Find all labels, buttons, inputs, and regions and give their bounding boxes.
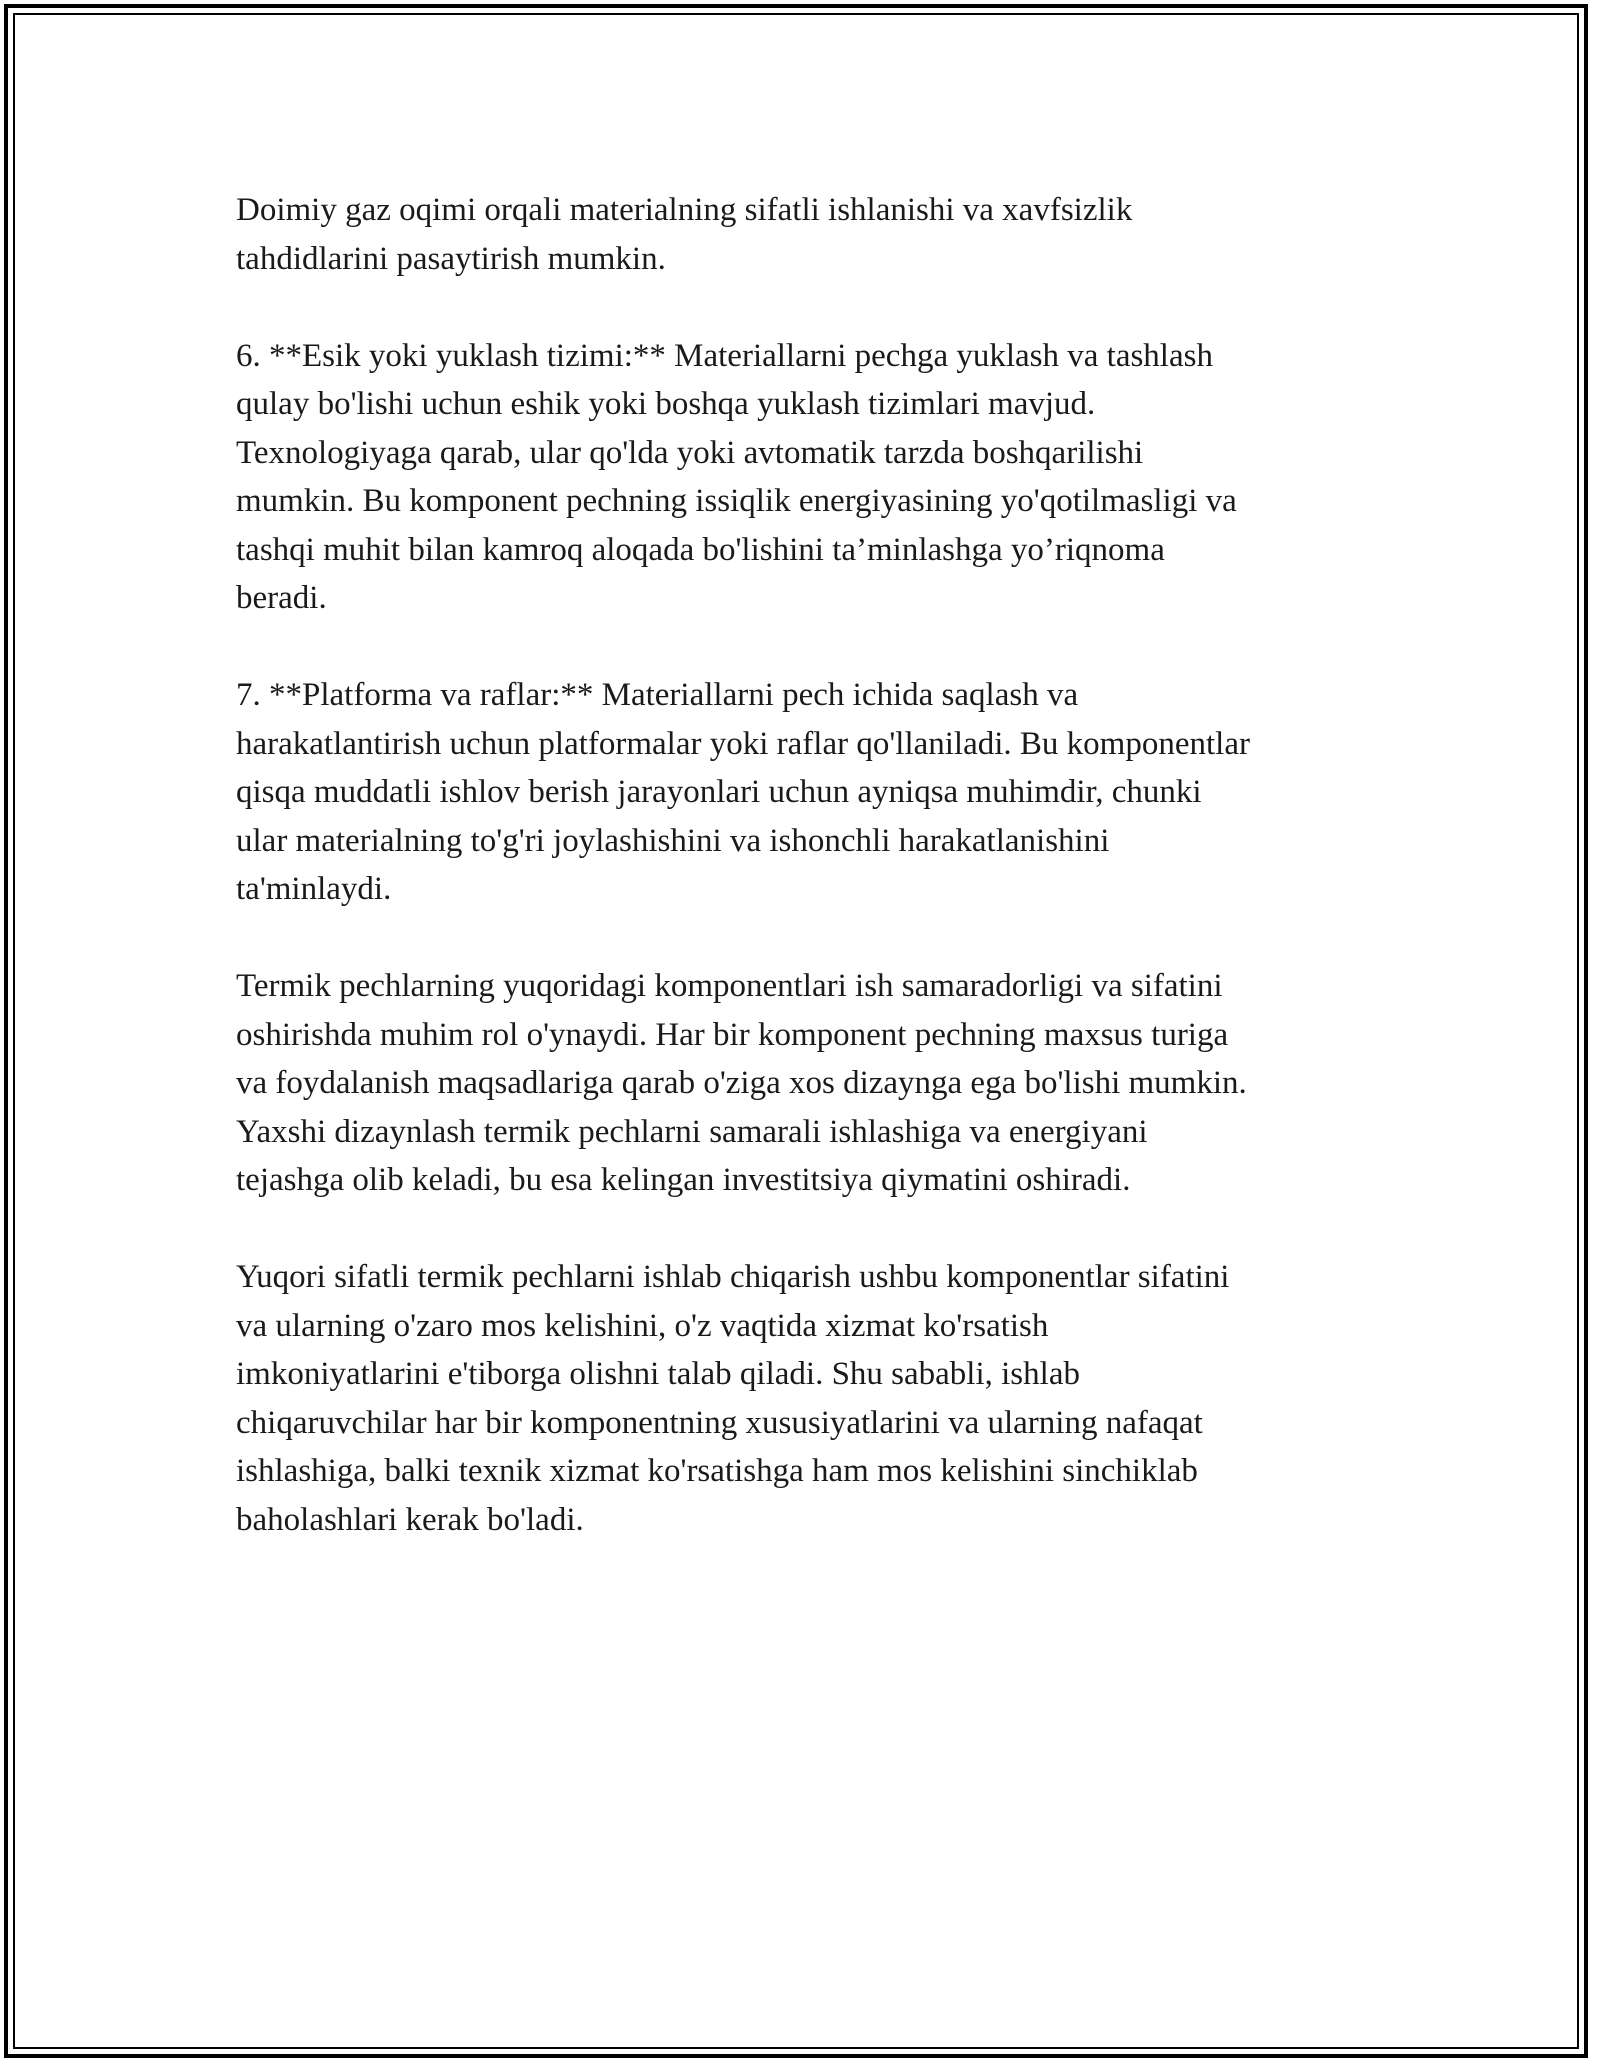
paragraph-platforms-racks: 7. **Platforma va raflar:** Materiallarni pech ichida saqlash va harakatlantirish uchun platformalar yoki raflar qo'llaniladi. Bu komponentlar qisqa muddatli ishlov berish jarayonlari uchun ayniqsa muhimdir, chunki ular materialning to'g'ri joylashishini va ishonchli harakatlanishini ta'minlaydi. (236, 677, 1250, 907)
paragraph-loading-system: 6. **Esik yoki yuklash tizimi:** Materiallarni pechga yuklash va tashlash qulay bo'lishi uchun eshik yoki boshqa yuklash tizimlari mavjud. Texnologiyaga qarab, ular qo'lda yoki avtomatik tarzda boshqarilishi mumkin. Bu komponent pechning issiqlik energiyasining yo'qotilmasligi va tashqi muhit bilan kamroq aloqada bo'lishini ta’minlashga yo’riqnoma beradi. (236, 337, 1237, 616)
paragraph-gas-flow: Doimiy gaz oqimi orqali materialning sifatli ishlanishi va xavfsizlik tahdidlarini pasaytirish mumkin. (236, 192, 1133, 277)
paragraph-components-role: Termik pechlarning yuqoridagi komponentlari ish samaradorligi va sifatini oshirishda muhim rol o'ynaydi. Har bir komponent pechning maxsus turiga va foydalanish maqsadlariga qarab o'ziga xos dizaynga ega bo'lishi mumkin. Yaxshi dizaynlash termik pechlarni samarali ishlashiga va energiyani tejashga olib keladi, bu esa kelingan investitsiya qiymatini oshiradi. (236, 968, 1247, 1198)
document-body (236, 186, 1386, 1593)
paragraph-manufacturing-quality: Yuqori sifatli termik pechlarni ishlab chiqarish ushbu komponentlar sifatini va ularning o'zaro mos kelishini, o'z vaqtida xizmat ko'rsatish imkoniyatlarini e'tiborga olishni talab qiladi. Shu sababli, ishlab chiqaruvchilar har bir komponentning xususiyatlarini va ularning nafaqat ishlashiga, balki texnik xizmat ko'rsatishga ham mos kelishini sinchiklab baholashlari kerak bo'ladi. (236, 1259, 1230, 1538)
